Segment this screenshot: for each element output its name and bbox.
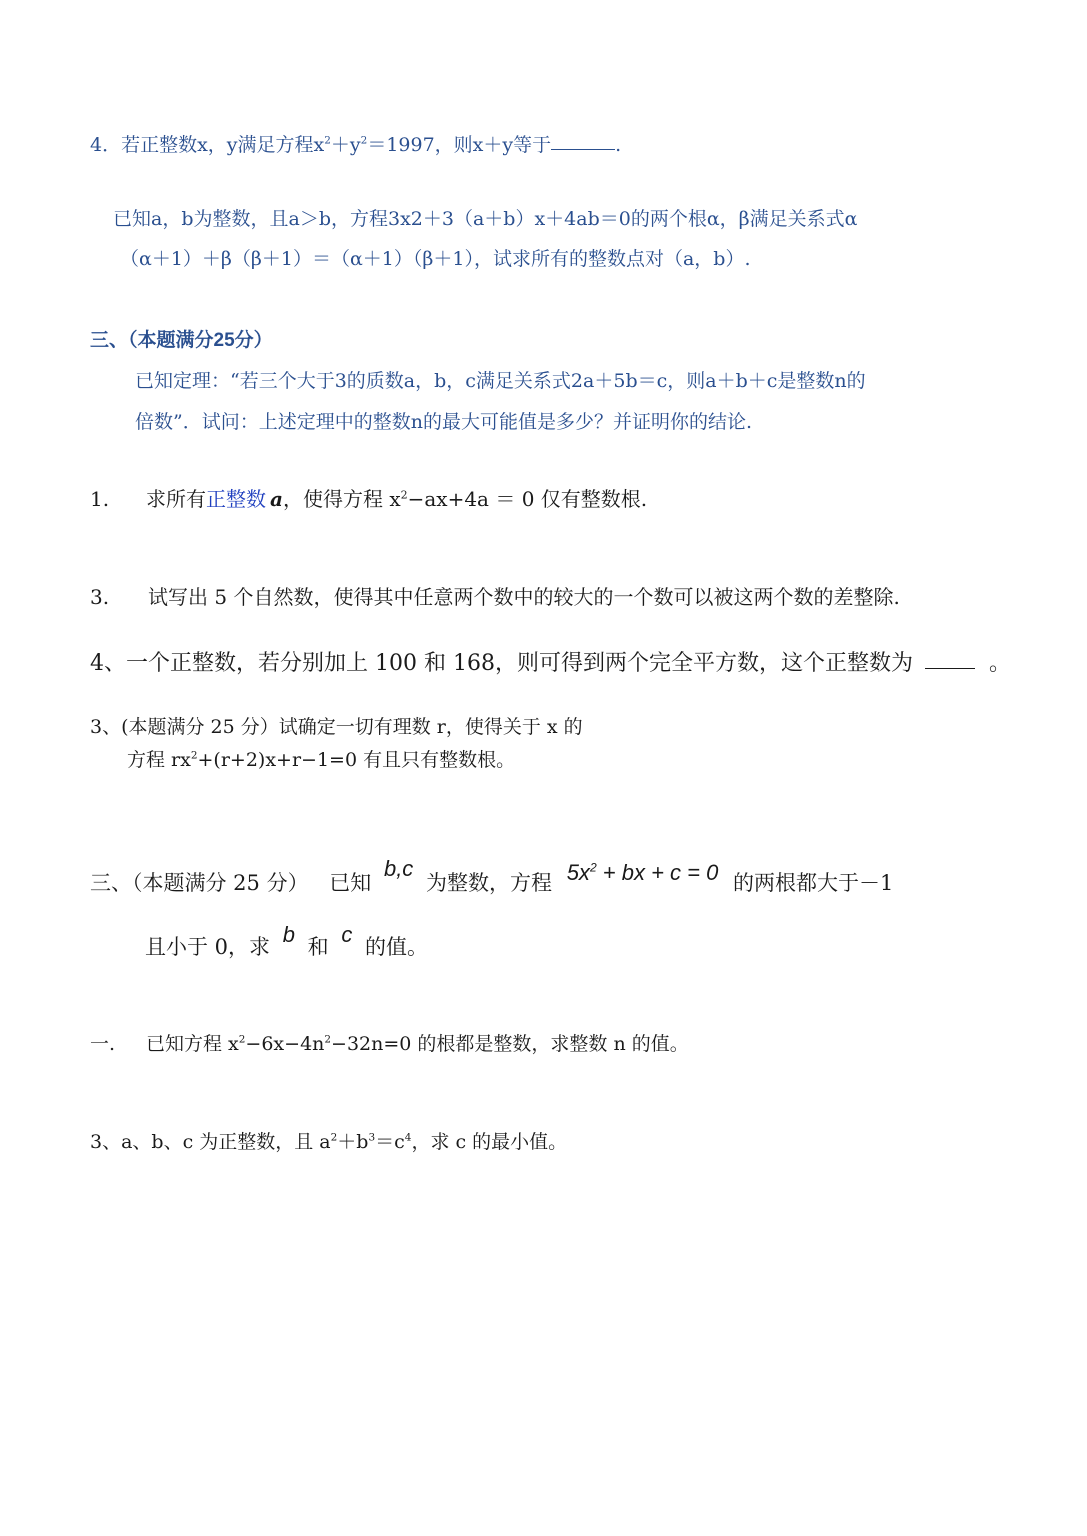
problem-line: 4、一个正整数，若分别加上 100 和 168，则可得到两个完全平方数，这个正整数为 。 — [90, 651, 1011, 676]
problem-line: 已知a，b为整数，且a＞b，方程3x2＋3（a＋b）x＋4ab＝0的两个根α，β满足关系式α — [113, 208, 858, 230]
answer-blank — [551, 148, 615, 150]
problem-line: 且小于 0，求 b 和 c 的值。 — [145, 922, 429, 959]
problem-line: 3. 试写出 5 个自然数，使得其中任意两个数中的较大的一个数可以被这两个数的差整除. — [90, 585, 900, 609]
problem-line: 1. 求所有正整数 a，使得方程 $x^2-ax+4a = 0$ 仅有整数根. — [90, 487, 648, 511]
math-formula: b,c — [383, 856, 414, 881]
problem-line: 已知定理：“若三个大于3的质数a，b，c满足关系式2a＋5b＝c，则a＋b＋c是整数n的 — [135, 370, 866, 392]
section-heading: 三、（本题满分25分） — [90, 330, 273, 351]
answer-blank — [925, 667, 975, 669]
keyword-link[interactable]: 正整数 — [206, 487, 266, 511]
math-formula: b — [282, 922, 295, 947]
math-formula: c — [341, 922, 353, 947]
problem-line: 3、a、b、c 为正整数，且 $a^2+b^3=c^4$，求 c 的最小值。 — [90, 1131, 568, 1153]
problem-number: 一. — [90, 1033, 116, 1055]
section-heading: 三、（本题满分 25 分） — [90, 871, 309, 895]
problem-line: 三、（本题满分 25 分） 已知 b,c 为整数，方程 $5x^2$ + bx + c = 0 的两根都大于－1 — [90, 856, 894, 895]
problem-line: （α＋1）＋β（β＋1）＝（α＋1）（β＋1），试求所有的整数点对（a，b）. — [120, 248, 751, 270]
problem-line: 3、(本题满分 25 分）试确定一切有理数 r，使得关于 x 的 — [90, 716, 583, 738]
problem-number: 1. — [90, 487, 110, 511]
problem-number: 4． — [90, 134, 122, 156]
problem-number: 3. — [90, 585, 110, 609]
problem-line: 4．若正整数x，y满足方程$x^2+y^2=1997$，则x＋y等于 . — [90, 134, 622, 156]
problem-line: 一. 已知方程 $x^2-6x-4n^2-32n=0$ 的根都是整数，求整数 n 的值。 — [90, 1029, 689, 1056]
problem-line: 倍数”．试问：上述定理中的整数n的最大可能值是多少？并证明你的结论. — [135, 411, 752, 433]
math-formula: $5x^2$ + bx + c = 0 — [566, 860, 719, 885]
problem-line: 方程 $rx^2+(r+2)x+r-1=0$ 有且只有整数根。 — [127, 749, 516, 771]
